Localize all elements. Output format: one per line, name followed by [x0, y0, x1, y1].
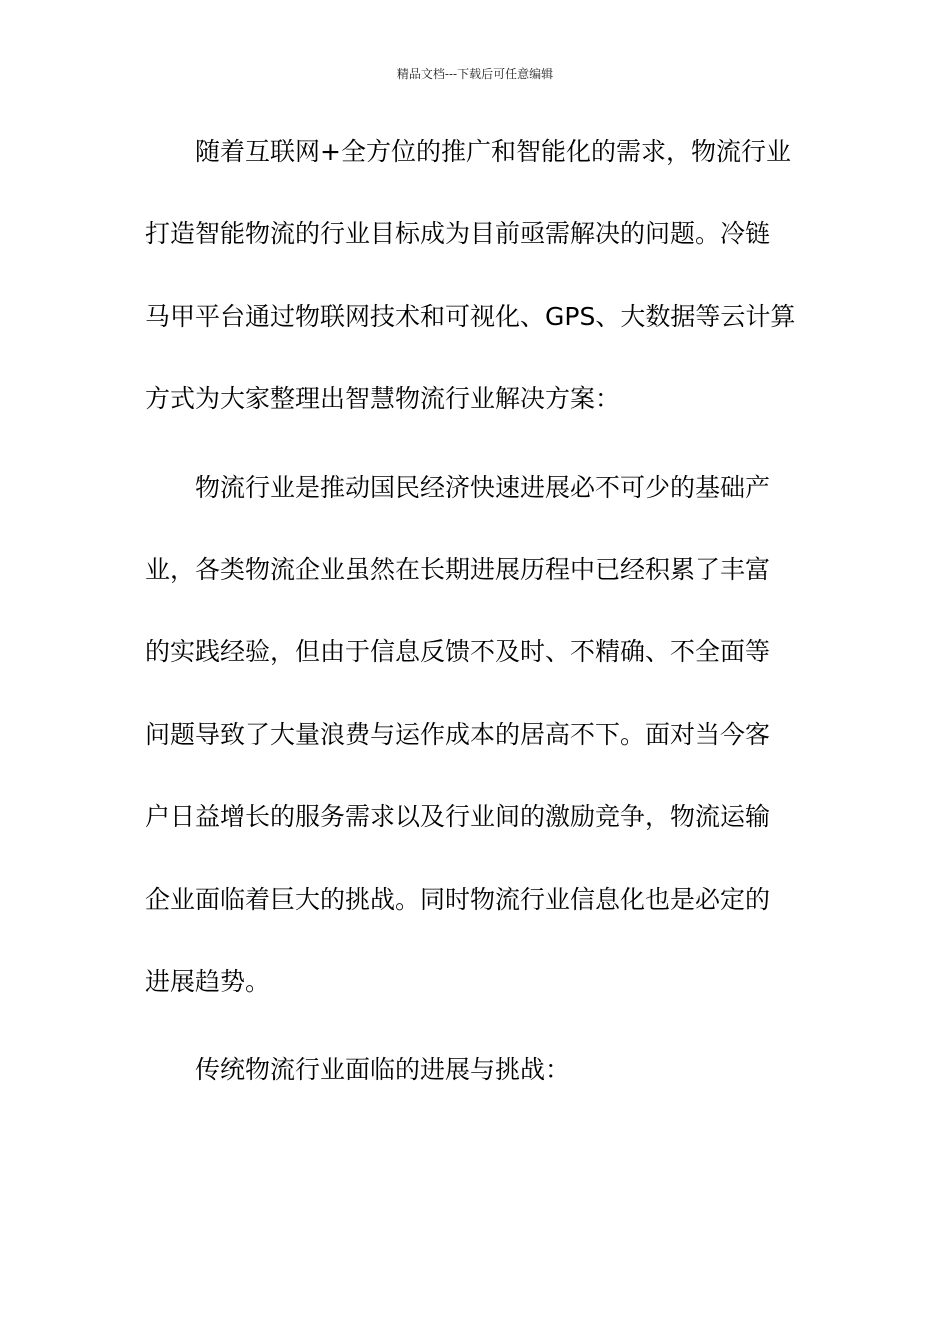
paragraph-line: 户日益增长的服务需求以及行业间的激励竞争，物流运输	[145, 802, 771, 831]
paragraph-line: 打造智能物流的行业目标成为目前亟需解决的问题。冷链	[145, 219, 771, 248]
paragraph-line: 马甲平台通过物联网技术和可视化、GPS、大数据等云计算	[145, 302, 796, 331]
paragraph-line: 传统物流行业面临的进展与挑战：	[195, 1055, 571, 1084]
paragraph-line: 方式为大家整理出智慧物流行业解决方案：	[145, 384, 621, 413]
paragraph-line: 业，各类物流企业虽然在长期进展历程中已经积累了丰富	[145, 555, 771, 584]
paragraph-line: 随着互联网+全方位的推广和智能化的需求，物流行业	[195, 137, 791, 166]
paragraph-line: 的实践经验，但由于信息反馈不及时、不精确、不全面等	[145, 637, 771, 666]
page-header: 精品文档---下载后可任意编辑	[396, 67, 554, 81]
paragraph-line: 企业面临着巨大的挑战。同时物流行业信息化也是必定的	[145, 885, 771, 914]
paragraph-line: 物流行业是推动国民经济快速进展必不可少的基础产	[195, 473, 771, 502]
paragraph-line: 进展趋势。	[145, 967, 271, 996]
paragraph-line: 问题导致了大量浪费与运作成本的居高不下。面对当今客	[145, 720, 771, 749]
